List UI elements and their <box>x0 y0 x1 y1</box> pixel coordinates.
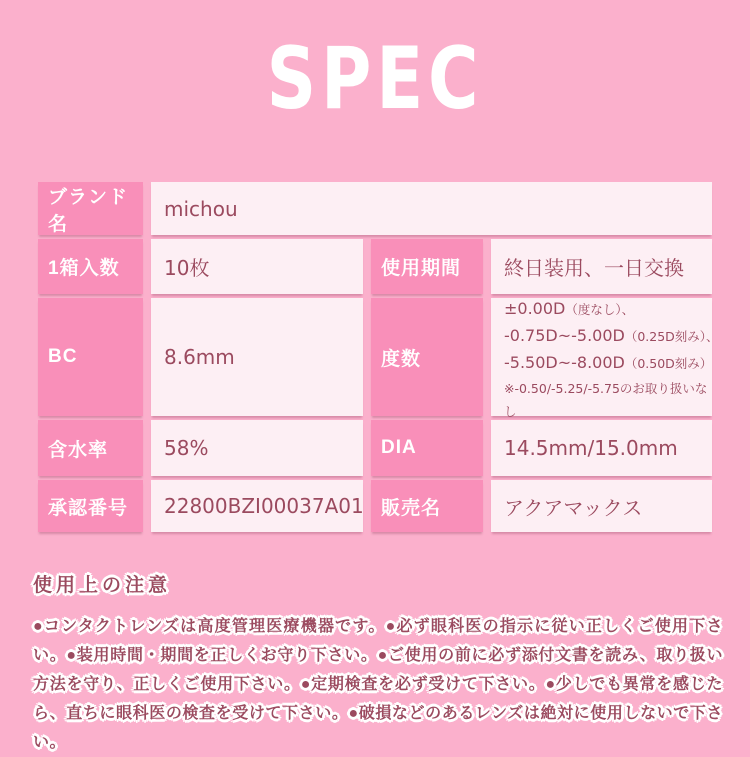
power-availability-note: ※-0.50/-5.25/-5.75のお取り扱いなし <box>504 381 708 419</box>
value-bc: 8.6mm <box>151 298 363 416</box>
value-sales-name: アクアマックス <box>491 480 712 532</box>
power-line-3: -5.50D~-8.00D（0.50D刻み） <box>504 353 713 372</box>
usage-notes-section <box>33 570 723 757</box>
spec-table <box>38 182 719 532</box>
power-line-1: ±0.00D（度なし）、 <box>504 299 635 318</box>
label-brand-name: ブランド名 <box>38 182 143 235</box>
label-bc: BC <box>38 298 143 416</box>
value-dia: 14.5mm/15.0mm <box>491 420 712 476</box>
page-title: SPEC <box>266 29 484 129</box>
value-power <box>491 298 719 419</box>
usage-notes-heading: 使用上の注意 <box>33 575 172 596</box>
value-box-quantity: 10枚 <box>151 239 363 294</box>
power-line-2: -0.75D~-5.00D（0.25D刻み）、 <box>504 326 719 345</box>
label-dia: DIA <box>371 420 483 476</box>
label-sales-name: 販売名 <box>371 480 483 532</box>
value-brand-name: michou <box>151 182 712 235</box>
label-approval-number: 承認番号 <box>38 480 143 532</box>
usage-notes-body: ●コンタクトレンズは高度管理医療機器です。●必ず眼科医の指示に従い正しくご使用下さい。●装用時間・期間を正しくお守り下さい。●ご使用の前に必ず添付文書を読み、取り扱い方法を守り、正しくご使用下さい。●定期検査を必ず受けて下さい。●少しでも異常を感じたら、直ちに眼科医の検査を受けて下さい。●破損などのあるレンズは絶対に使用しないで下さい。 <box>33 618 723 751</box>
value-approval-number: 22800BZI00037A01 <box>151 480 363 532</box>
value-usage-period: 終日装用、一日交換 <box>491 239 712 294</box>
value-water-content: 58% <box>151 420 363 476</box>
label-usage-period: 使用期間 <box>371 239 483 294</box>
label-box-quantity: 1箱入数 <box>38 239 143 294</box>
label-power: 度数 <box>371 298 483 416</box>
label-water-content: 含水率 <box>38 420 143 476</box>
